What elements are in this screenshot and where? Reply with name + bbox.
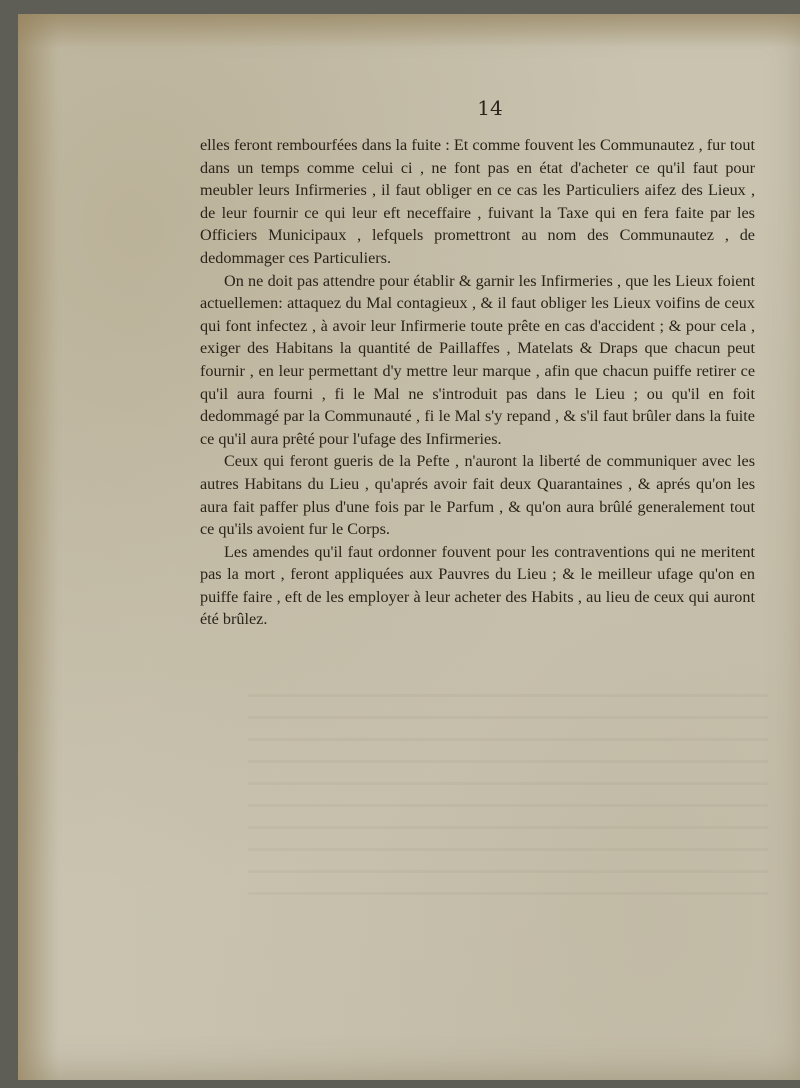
show-through-text (248, 694, 768, 914)
page-edge-stain (18, 14, 58, 1080)
page-edge-stain-top (18, 14, 800, 48)
paragraph: On ne doit pas attendre pour établir & garnir les Infirmeries , que les Lieux foient actuellemen: attaquez du Mal contagieux , & il faut obliger les Lieux voifins de ceux qui font infectez , à avoir leur Infirmerie toute prête en cas d'accident ; & pour cela , exiger des Habitans la quantité de Paillaffes , Matelats & Draps que chacun peut fournir , en leur permettant d'y mettre leur marque , afin que chacun puiffe retirer ce qu'il aura fourni , fi le Mal ne s'introduit pas dans le Lieu ; ou qu'il en foit dedommagé par la Communauté , fi le Mal s'y repand , & s'il faut brûler dans la fuite ce qu'il aura prêté pour l'ufage des Infirmeries. (200, 271, 755, 448)
paragraph: Les amendes qu'il faut ordonner fouvent pour les contraventions qui ne meritent pas la mort , feront appliquées aux Pauvres du Lieu ; & le meilleur ufage qu'on en puiffe faire , eft de les employer à leur acheter des Habits , au lieu de ceux qui auront été brûlez. (200, 542, 755, 629)
body-text (200, 134, 755, 631)
paragraph: elles feront rembourfées dans la fuite : Et comme fouvent les Communautez , fur tout dans un temps comme celui ci , ne font pas en état d'acheter ce qu'il faut pour meubler leurs Infirmeries , il faut obliger en ce cas les Particuliers aifez des Lieux , de leur fournir ce qui leur eft neceffaire , fuivant la Taxe qui en fera faite par les Officiers Municipaux , lefquels promettront au nom des Communautez , de dedommager ces Particuliers. (200, 136, 755, 267)
paragraph: Ceux qui feront gueris de la Pefte , n'auront la liberté de communiquer avec les autres Habitans du Lieu , qu'aprés avoir fait deux Quarantaines , & aprés qu'on les aura fait paffer plus d'une fois par le Parfum , & qu'on aura brûlé generalement tout ce qu'ils avoient fur le Corps. (200, 452, 755, 539)
page-number: 14 (477, 96, 503, 120)
